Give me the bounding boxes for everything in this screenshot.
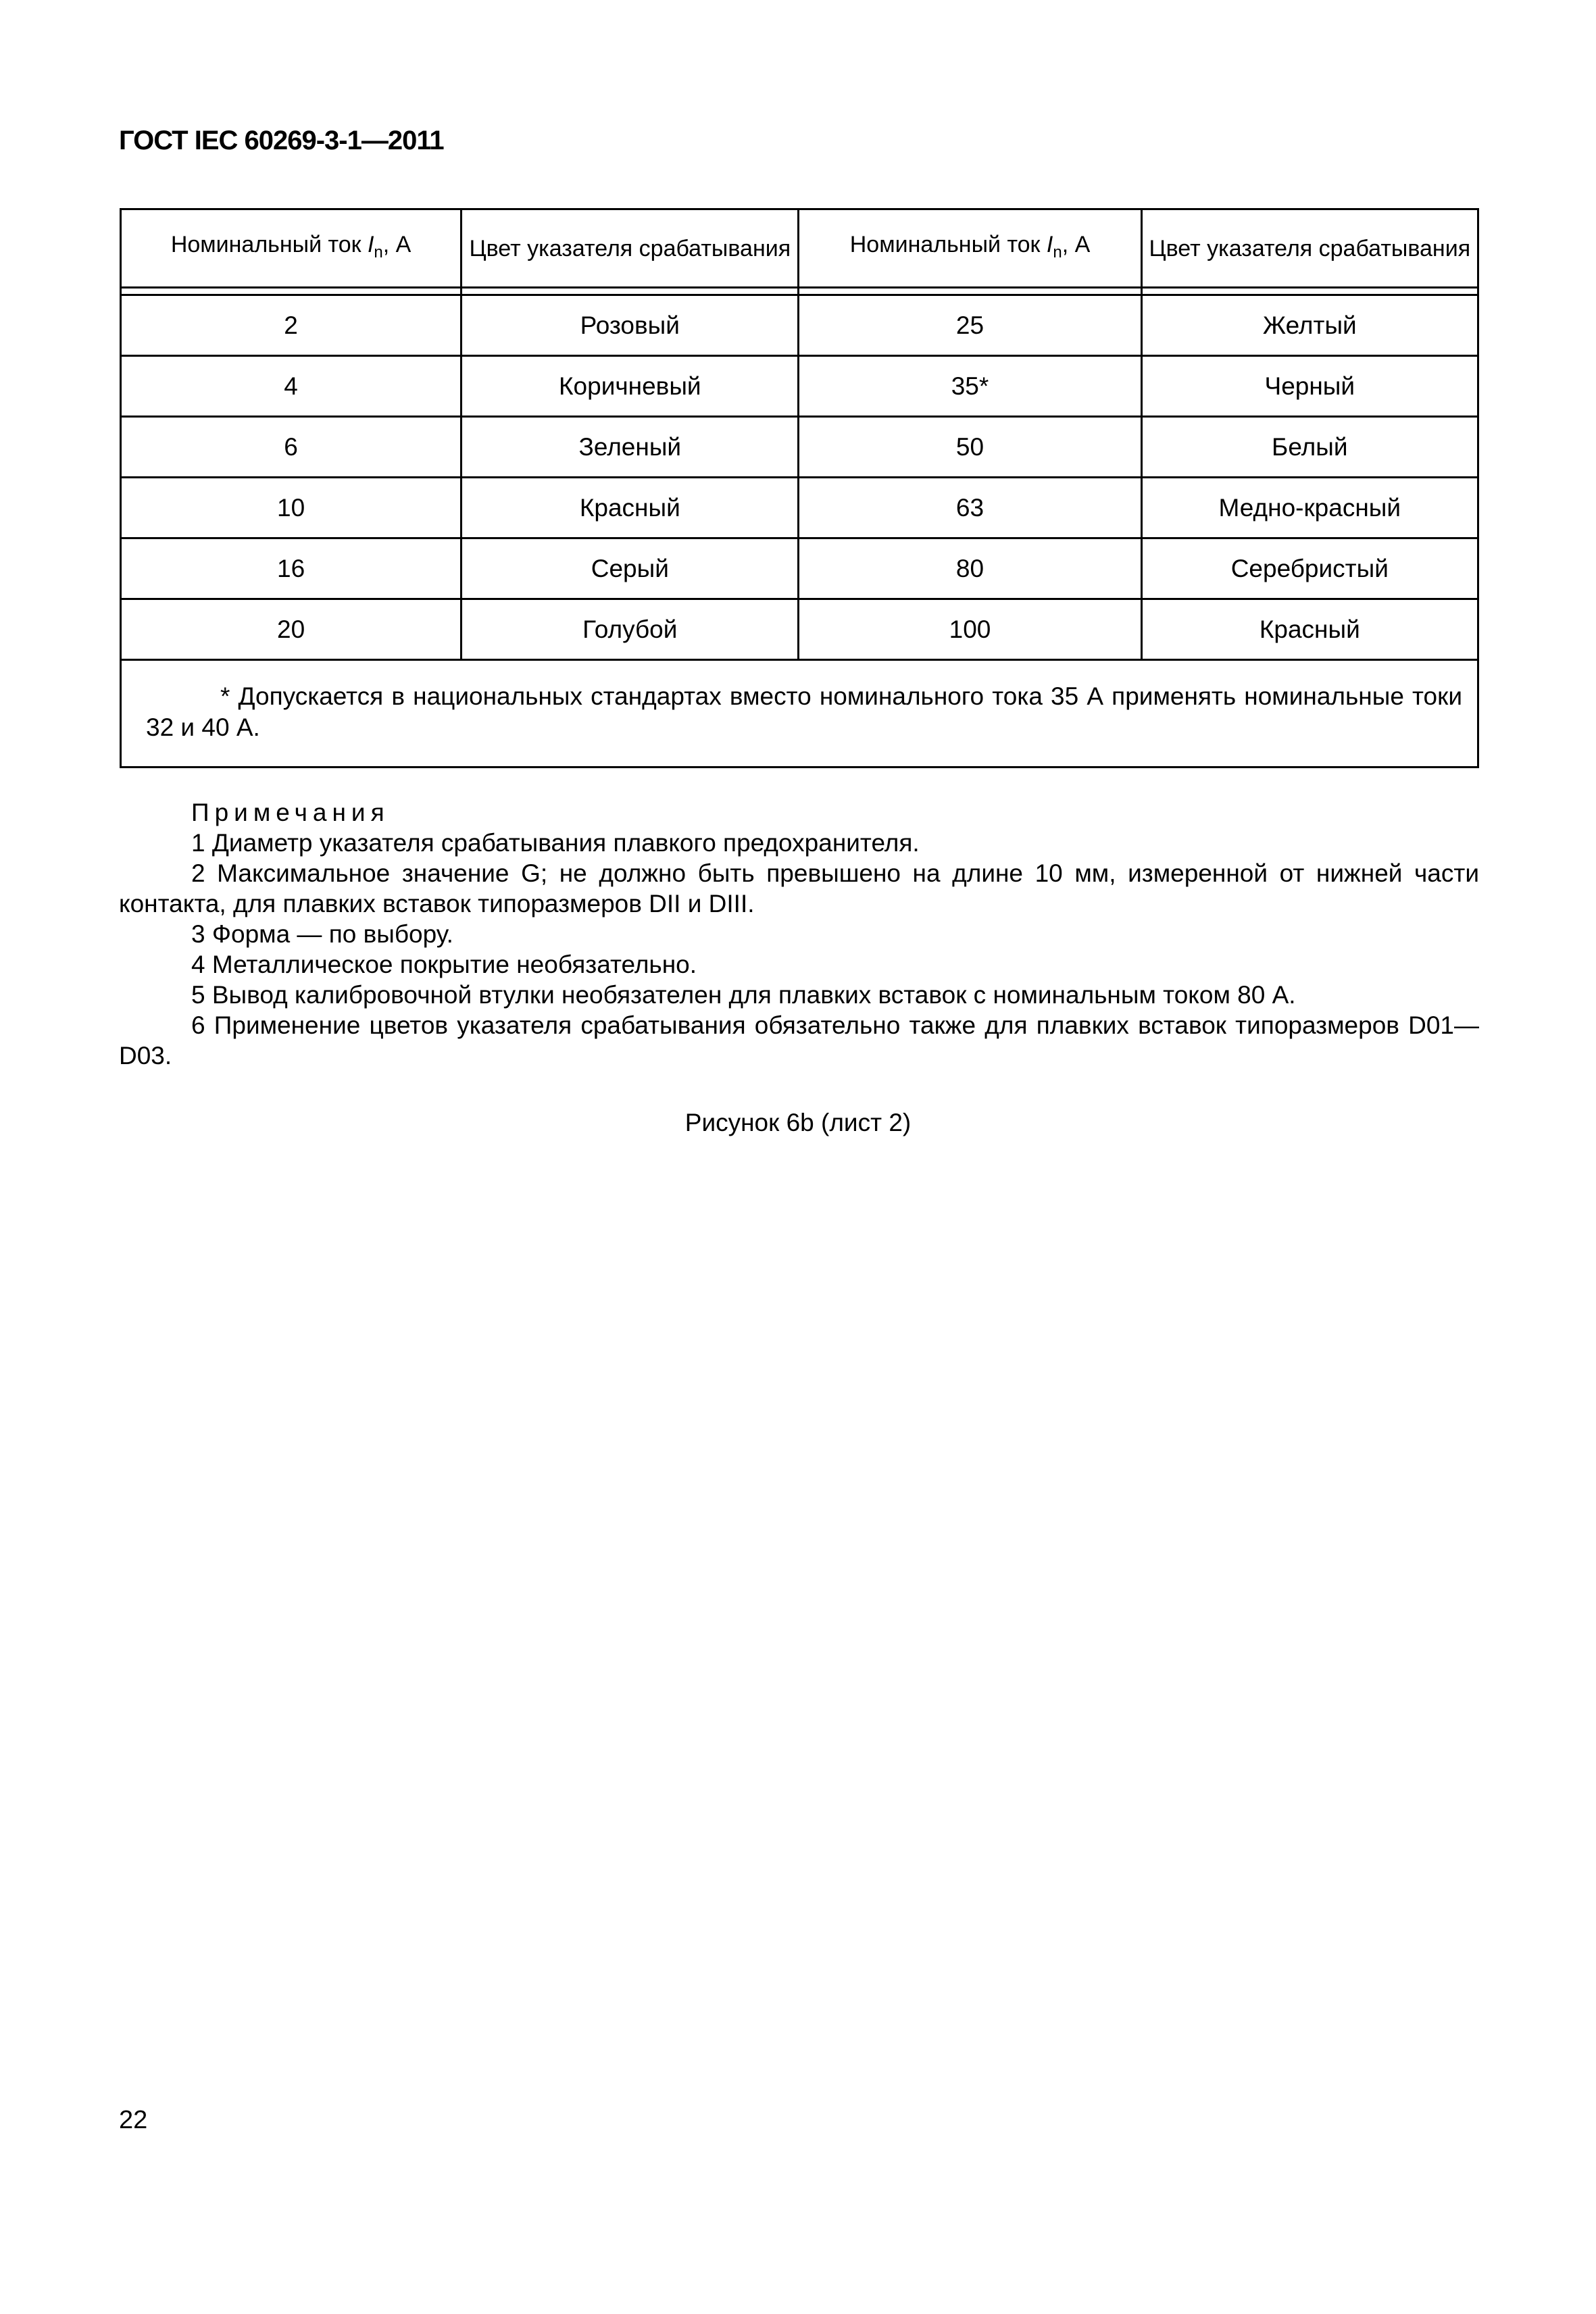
note-item: 1 Диаметр указателя срабатывания плавкого предохранителя. <box>191 829 920 857</box>
table-cell: Коричневый <box>462 356 799 417</box>
table-cell: 100 <box>799 599 1141 660</box>
figure-caption: Рисунок 6b (лист 2) <box>684 1109 912 1136</box>
header-indicator-color-1: Цвет указателя срабатывания <box>462 209 799 288</box>
table-cell: 10 <box>121 478 462 538</box>
table-cell: 6 <box>121 417 462 478</box>
table-cell: 50 <box>799 417 1141 478</box>
table-header-row <box>121 209 1478 288</box>
table-cell: 63 <box>799 478 1141 538</box>
table-cell: Красный <box>1141 599 1478 660</box>
note-item: 6 Применение цветов указателя срабатывания обязательно также для плавких вставок типоразмеров D01—D03. <box>119 1011 1479 1070</box>
table-cell: Зеленый <box>462 417 799 478</box>
header-rated-current-2: Номинальный ток $I_n$, А <box>799 209 1141 288</box>
table-cell: Розовый <box>462 295 799 356</box>
table-cell: Серый <box>462 538 799 599</box>
document-header: ГОСТ IEC 60269-3-1—2011 <box>119 126 444 155</box>
header-rated-current-1: Номинальный ток $I_n$, А <box>121 209 462 288</box>
table-cell: Желтый <box>1141 295 1478 356</box>
table-cell: 2 <box>121 295 462 356</box>
table-cell: Белый <box>1141 417 1478 478</box>
table-cell: 4 <box>121 356 462 417</box>
table-cell: 20 <box>121 599 462 660</box>
footnote-text: * Допускается в национальных стандартах вместо номинального тока 35 А применять номинальные токи 32 и 40 А. <box>146 682 1462 741</box>
table-row <box>121 295 1478 356</box>
table-cell: 16 <box>121 538 462 599</box>
page-number: 22 <box>119 2106 148 2134</box>
header-double-rule <box>121 288 1478 295</box>
table-row <box>121 538 1478 599</box>
table-row <box>121 599 1478 660</box>
note-item: 5 Вывод калибровочной втулки необязателен для плавких вставок с номинальным током 80 А. <box>191 981 1296 1009</box>
table-cell: 35* <box>799 356 1141 417</box>
table-cell: Серебристый <box>1141 538 1478 599</box>
header-indicator-color-2: Цвет указателя срабатывания <box>1141 209 1478 288</box>
table-cell: Красный <box>462 478 799 538</box>
table-cell: 80 <box>799 538 1141 599</box>
table-cell: Медно-красный <box>1141 478 1478 538</box>
table-cell: Голубой <box>462 599 799 660</box>
table-cell: Черный <box>1141 356 1478 417</box>
notes-section <box>119 797 1479 1071</box>
table-row <box>121 356 1478 417</box>
table-row <box>121 478 1478 538</box>
notes-title: Примечания <box>191 799 390 826</box>
table-footnote-row <box>121 660 1478 768</box>
table-row <box>121 417 1478 478</box>
note-item: 2 Максимальное значение G; не должно быть превышено на длине 10 мм, измеренной от нижней части контакта, для плавких вставок типоразмеров DII и DIII. <box>119 859 1479 917</box>
table-footnote <box>121 660 1478 768</box>
note-item: 3 Форма — по выбору. <box>191 920 453 948</box>
table-cell: 25 <box>799 295 1141 356</box>
fuse-indicator-color-table <box>120 208 1479 768</box>
note-item: 4 Металлическое покрытие необязательно. <box>191 951 697 978</box>
